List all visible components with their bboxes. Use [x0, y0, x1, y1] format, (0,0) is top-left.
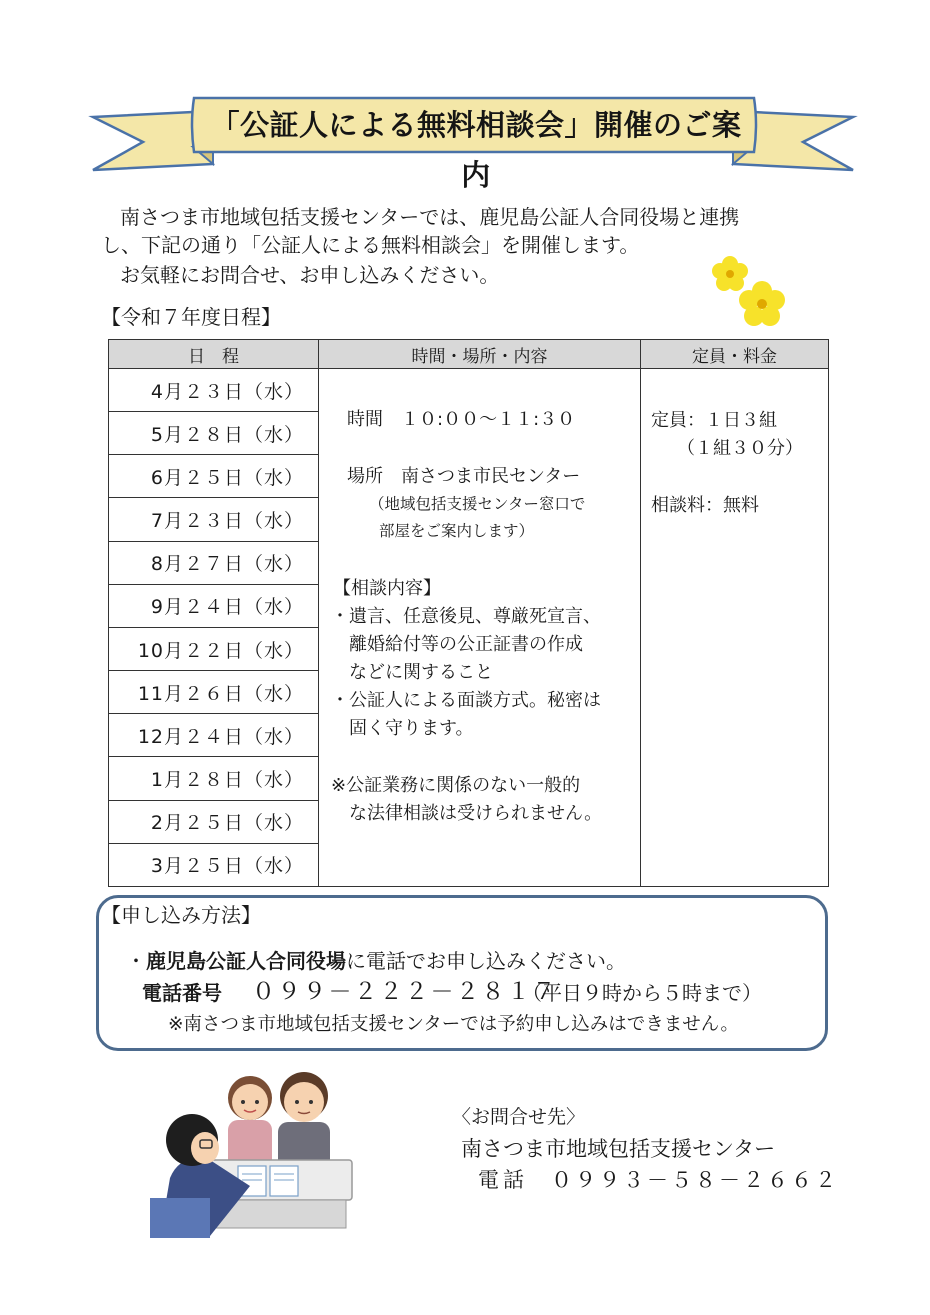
page-title: 「公証人による無料相談会」開催のご案内	[210, 108, 742, 192]
office-name: 鹿児島公証人合同役場	[146, 949, 346, 973]
time-text: 時間 １０:００～１１:３０	[347, 409, 576, 430]
date-cell: 1月２８日（水）	[109, 757, 319, 800]
phone-number: ０９９－２２２－２８１７	[252, 979, 558, 1005]
application-note: ※南さつま市地域包括支援センターでは予約申し込みはできません。	[168, 1014, 739, 1035]
fee-text: 相談料：無料	[651, 495, 759, 516]
contact-organization: 南さつま市地域包括支援センター	[461, 1137, 776, 1161]
capacity-line-1: 定員：１日３組	[651, 410, 777, 431]
woman-client	[228, 1076, 272, 1170]
topic-1-line-3: などに関すること	[349, 662, 493, 683]
date-cell: 2月２５日（水）	[109, 800, 319, 843]
content-cell	[319, 369, 641, 887]
place-note-2: 部屋をご案内します）	[379, 522, 535, 540]
note-line-1: ※公証業務に関係のない一般的	[331, 775, 581, 796]
table-row	[109, 369, 829, 412]
schedule-table	[108, 339, 829, 887]
date-cell: 11月２６日（水）	[109, 671, 319, 714]
man-client	[278, 1072, 330, 1172]
date-cell: 3月２５日（水）	[109, 843, 319, 886]
date-cell: 12月２４日（水）	[109, 714, 319, 757]
phone-hours: （平日９時から５時まで）	[522, 981, 762, 1005]
topic-heading: 【相談内容】	[333, 578, 441, 599]
intro-line-2: し、下記の通り「公証人による無料相談会」を開催します。	[101, 233, 640, 257]
date-cell: 7月２３日（水）	[109, 498, 319, 541]
capacity-line-2: （１組３０分）	[677, 438, 803, 459]
contact-phone-number: ０９９３－５８－２６６２	[551, 1168, 839, 1192]
flower-small	[712, 256, 748, 291]
application-heading: 【申し込み方法】	[101, 903, 261, 927]
header-capacity: 定員・料金	[641, 340, 829, 369]
flower-large	[739, 281, 785, 326]
phone-label: 電話番号	[142, 981, 222, 1005]
instruction-text: に電話でお申し込みください。	[346, 949, 626, 973]
application-instruction	[126, 947, 626, 975]
date-cell: 4月２３日（水）	[109, 369, 319, 412]
contact-heading: 〈お問合せ先〉	[452, 1106, 586, 1128]
date-cell: 8月２７日（水）	[109, 541, 319, 584]
capacity-cell	[641, 369, 829, 887]
place-text: 場所 南さつま市民センター	[347, 466, 581, 487]
header-content: 時間・場所・内容	[319, 340, 641, 369]
date-cell: 5月２８日（水）	[109, 412, 319, 455]
note-line-2: な法律相談は受けられません。	[349, 803, 603, 824]
topic-2-line-2: 固く守ります。	[349, 718, 474, 739]
topic-1-line-1: ・遺言、任意後見、尊厳死宣言、	[331, 606, 601, 627]
date-cell: 10月２２日（水）	[109, 627, 319, 670]
header-date: 日 程	[109, 340, 319, 369]
topic-1-line-2: 離婚給付等の公正証書の作成	[349, 634, 583, 655]
place-note-1: （地域包括支援センター窓口で	[369, 495, 586, 513]
schedule-heading: 【令和７年度日程】	[101, 305, 281, 329]
topic-2-line-1: ・公証人による面談方式。秘密は	[331, 690, 601, 711]
consultation-illustration	[150, 1058, 360, 1238]
flower-illustration	[700, 252, 795, 337]
date-cell: 9月２４日（水）	[109, 584, 319, 627]
contact-phone-label: 電話	[478, 1168, 528, 1192]
bullet: ・	[126, 949, 146, 973]
intro-line-1: 南さつま市地域包括支援センターでは、鹿児島公証人合同役場と連携	[120, 205, 740, 229]
intro-line-3: お気軽にお問合せ、お申し込みください。	[120, 263, 500, 287]
table-header-row	[109, 340, 829, 369]
date-cell: 6月２５日（水）	[109, 455, 319, 498]
